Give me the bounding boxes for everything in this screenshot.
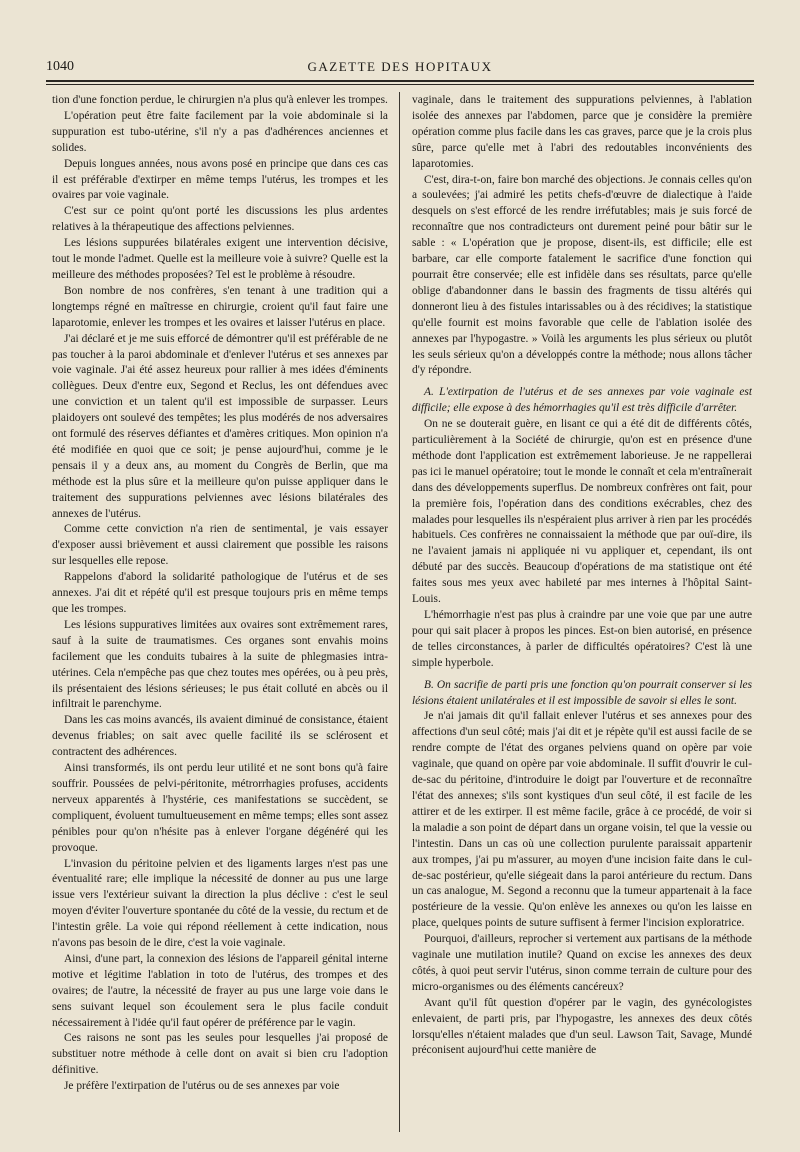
page-number: 1040: [46, 59, 74, 74]
header-rule-thin: [46, 84, 754, 85]
paragraph: tion d'une fonction perdue, le chirurgien n'a plus qu'à enlever les trompes.: [52, 94, 388, 106]
paragraph: C'est sur ce point qu'ont porté les discussions les plus ardentes relatives à la thérapeutique des affections pelviennes.: [52, 205, 388, 234]
paragraph: L'invasion du péritoine pelvien et des ligaments larges n'est pas une éventualité rare; elle implique la nécessité de donner au pus une large issue vers l'extérieur suivant la direction la plus déclive : c'est le seul moyen d'éviter l'ouverture spontanée du côté de la vessie, du rectum et de l'intestin grêle. La voie qui répond réellement à cette indication, nous n'avons pas besoin de le dire, c'est la voie vaginale.: [52, 857, 388, 950]
paragraph: L'hémorrhagie n'est pas plus à craindre par une voie que par une autre pour qui sait placer à propos les pinces. Est-on bien autorisé, en présence de telles circonstances, à parler de difficultés opératoires? C'est là une simple hyperbole.: [412, 609, 752, 669]
column-divider: [399, 92, 400, 1132]
paragraph: L'opération peut être faite facilement par la voie abdominale si la suppuration est tubo-utérine, s'il n'y a pas d'adhérences anciennes et solides.: [52, 109, 388, 154]
left-column: [52, 93, 388, 1133]
journal-title: GAZETTE DES HOPITAUX: [307, 59, 493, 74]
page-header: [40, 55, 760, 79]
paragraph: Pourquoi, d'ailleurs, reprocher si vertement aux partisans de la méthode vaginale une mutilation inutile? Quand on excise les annexes des deux côtés, à quoi peut servir l'utérus, sinon comme terrain de culture pour des micro-organismes ou des éléments cancéreux?: [412, 933, 752, 993]
paragraph: Rappelons d'abord la solidarité pathologique de l'utérus et de ses annexes. J'ai dit et répété qu'il est presque toujours pris en même temps que les trompes.: [52, 571, 388, 615]
paragraph: Comme cette conviction n'a rien de sentimental, je vais essayer d'exposer aussi brièvement et aussi clairement que possible les raisons sur lesquelles elle repose.: [52, 523, 388, 568]
section-heading-a: A. L'extirpation de l'utérus et de ses annexes par voie vaginale est difficile; elle expose à des hémorrhagies qu'il est très difficile d'arrêter.: [412, 386, 752, 415]
paragraph: Dans les cas moins avancés, ils avaient diminué de consistance, étaient devenus friables; on sait avec quelle facilité ils se sclérosent et contractent des adhérences.: [52, 714, 388, 759]
paragraph: Avant qu'il fût question d'opérer par le vagin, des gynécologistes enlevaient, de parti pris, par l'hypogastre, les annexes des deux côtés lorsqu'elles n'étaient malades que d'un seul. Lawson Tait, Savage, Mundé préconisent aujourd'hui cette manière de: [412, 996, 752, 1057]
paragraph: Depuis longues années, nous avons posé en principe que dans ces cas il est préférable d'extirper en même temps l'utérus, les trompes et les ovaires par voie vaginale.: [52, 157, 388, 202]
section-heading-b: B. On sacrifie de parti pris une fonction qu'on pourrait conserver si les lésions étaient unilatérales et il est impossible de savoir si elles le sont.: [412, 678, 752, 707]
paragraph: J'ai déclaré et je me suis efforcé de démontrer qu'il est préférable de ne pas toucher à la paroi abdominale et d'enlever l'utérus et ses annexes par voie vaginale. J'ai été assez heureux pour rallier à mes idées d'éminents collègues. Deux d'entre eux, Segond et Reclus, les ont défendues avec une conviction et un talent qu'il est impossible de surpasser. Leurs plaidoyers ont soulevé des tempêtes; les plus modérés de nos adversaires ont formulé des réserves défiantes et d'amères critiques. Mon opinion n'a été modifiée en quoi que ce soit; je pense aujourd'hui, comme je le pensais il y a deux ans, au moment du Congrès de Berlin, que ma méthode est la plus sûre et la meilleure qu'on puisse appliquer dans le traitement des suppurations pelviennes avec lésions bilatérales des annexes de l'utérus.: [52, 332, 388, 520]
paragraph: Les lésions suppurées bilatérales exigent une intervention décisive, tout le monde l'admet. Quelle est la meilleure voie à suivre? Quelle est la meilleure des méthodes proposées? Tel est le problème à résoudre.: [52, 237, 388, 281]
paragraph: Je n'ai jamais dit qu'il fallait enlever l'utérus et ses annexes pour des affections d'un seul côté; mais j'ai dit et je répète qu'il est aussi facile de se rendre compte de l'état des organes pelviens quand on opère par voie vaginale, que quand on opère par voie abdominale. Il suffit d'ouvrir le cul-de-sac du péritoine, d'introduire le doigt par l'ouverture et de reconnaître l'état des annexes; s'ils sont kystiques d'un seul côté, il est facile de les attirer et de les extirper. Il est même facile, grâce à ce procédé, de voir si la maladie a son point de départ dans un organe voisin, tel que la vessie ou l'intestin. Dans un cas où une collection purulente paraissait appartenir aux trompes, j'ai pu m'assurer, au moyen d'une incision faite dans le cul-de-sac postérieur, qu'elle siégeait dans la paroi antérieure du rectum. Dans un cas analogue, M. Segond a reconnu que la tumeur appartenait à la face postérieure de la vessie. Qu'on enlève les annexes ou qu'on les laisse en place, quelques points de suture suffisent à fermer l'incision exploratrice.: [412, 710, 752, 930]
right-column: [412, 93, 752, 1133]
paragraph: Les lésions suppuratives limitées aux ovaires sont extrêmement rares, sauf à la suite de traumatismes. Ces organes sont envahis moins facilement que les conduits tubaires à la suite de phlegmasies intra-utérines. Cela n'empêche pas que chez toutes mes opérées, ou à peu près, ils présentaient des lésions sérieuses; le pus était colluté en abcès ou il infiltrait le parenchyme.: [52, 618, 388, 711]
paragraph: Ainsi, d'une part, la connexion des lésions de l'appareil génital interne motive et légitime l'ablation in toto de l'utérus, des trompes et des ovaires; de l'autre, la nécessité de frayer au pus une large voie dans le sens suivant lequel son écoulement sera le plus facile conduit nécessairement à l'idée qu'il faut opérer de préférence par le vagin.: [52, 952, 388, 1029]
paragraph: Ces raisons ne sont pas les seules pour lesquelles j'ai proposé de substituer notre méthode à celle dont on avait si bien cru l'adoption définitive.: [52, 1032, 388, 1077]
paragraph: On ne se douterait guère, en lisant ce qui a été dit de différents côtés, particulièrement à la Société de chirurgie, qu'on est en présence d'une méthode dont l'application est extrêmement laborieuse. Je ne rappellerai pas ici le manuel opératoire; tout le monde le connaît et cela m'entraînerait dans des développements superflus. De nombreux confrères ont fait, pour la première fois, l'opération dans des conditions exécrables, chez des malades pour lesquelles ils n'espéraient plus arriver à rien par les procédés habituels. Ces confrères ne connaissaient la méthode que par ouï-dire, ils ne l'avaient jamais ni appliquée ni vu appliquer et, cependant, ils ont débuté par des succès. Beaucoup d'opérations de ma statistique ont été faites sous mes yeux avec habileté par mes internes à l'hôpital Saint-Louis.: [412, 418, 752, 606]
paragraph: Ainsi transformés, ils ont perdu leur utilité et ne sont bons qu'à faire souffrir. Poussées de pelvi-péritonite, métrorrhagies profuses, accidents nerveux apparentés à l'hystérie, ces manifestations se succèdent, se compliquent, évoluent tumultueusement en même temps; elles sont assez pénibles pour qu'on n'hésite pas à enlever l'organe dégénéré qui les provoque.: [52, 762, 388, 854]
header-rule: [46, 80, 754, 82]
paragraph: Je préfère l'extirpation de l'utérus ou de ses annexes par voie: [64, 1080, 340, 1093]
paragraph: vaginale, dans le traitement des suppurations pelviennes, à l'ablation isolée des annexes par l'abdomen, parce que je considère la première opération comme plus facile dans les cas graves, parce que je la crois plus sûre, parce qu'elle met à l'abri des redoutables inconvénients des laparotomies.: [412, 94, 752, 170]
paragraph: C'est, dira-t-on, faire bon marché des objections. Je connais celles qu'on a soulevées; j'ai admiré les petits chefs-d'œuvre de dialectique à l'aide desquels on s'est efforcé de les rendre irréfutables; mais je suis forcé de reconnaître que nos contradicteurs ont durement peiné pour bâtir sur le sable : « L'opération que je propose, disent-ils, est difficile; elle est barbare, car elle comporte fatalement le sacrifice d'une fonction qui pourrait être conservée; elle est infidèle dans ses résultats, parce qu'elle oblige d'abandonner dans le bassin des fragments de tissu altérés qui donneront lieu à des fistules intarissables ou à des récidives; la statistique qu'elle fournit est moins favorable que celle de l'ablation isolée des annexes par l'hypogastre. » Voilà les arguments les plus sérieux ou plutôt les seuls sérieux qu'on a développés contre la méthode; nous allons tâcher d'y répondre.: [412, 173, 752, 377]
paragraph: Bon nombre de nos confrères, s'en tenant à une tradition qui a longtemps régné en maîtresse en chirurgie, croient qu'il faut faire une laparotomie, enlever les trompes et les ovaires et laisser l'utérus en place.: [52, 284, 388, 329]
